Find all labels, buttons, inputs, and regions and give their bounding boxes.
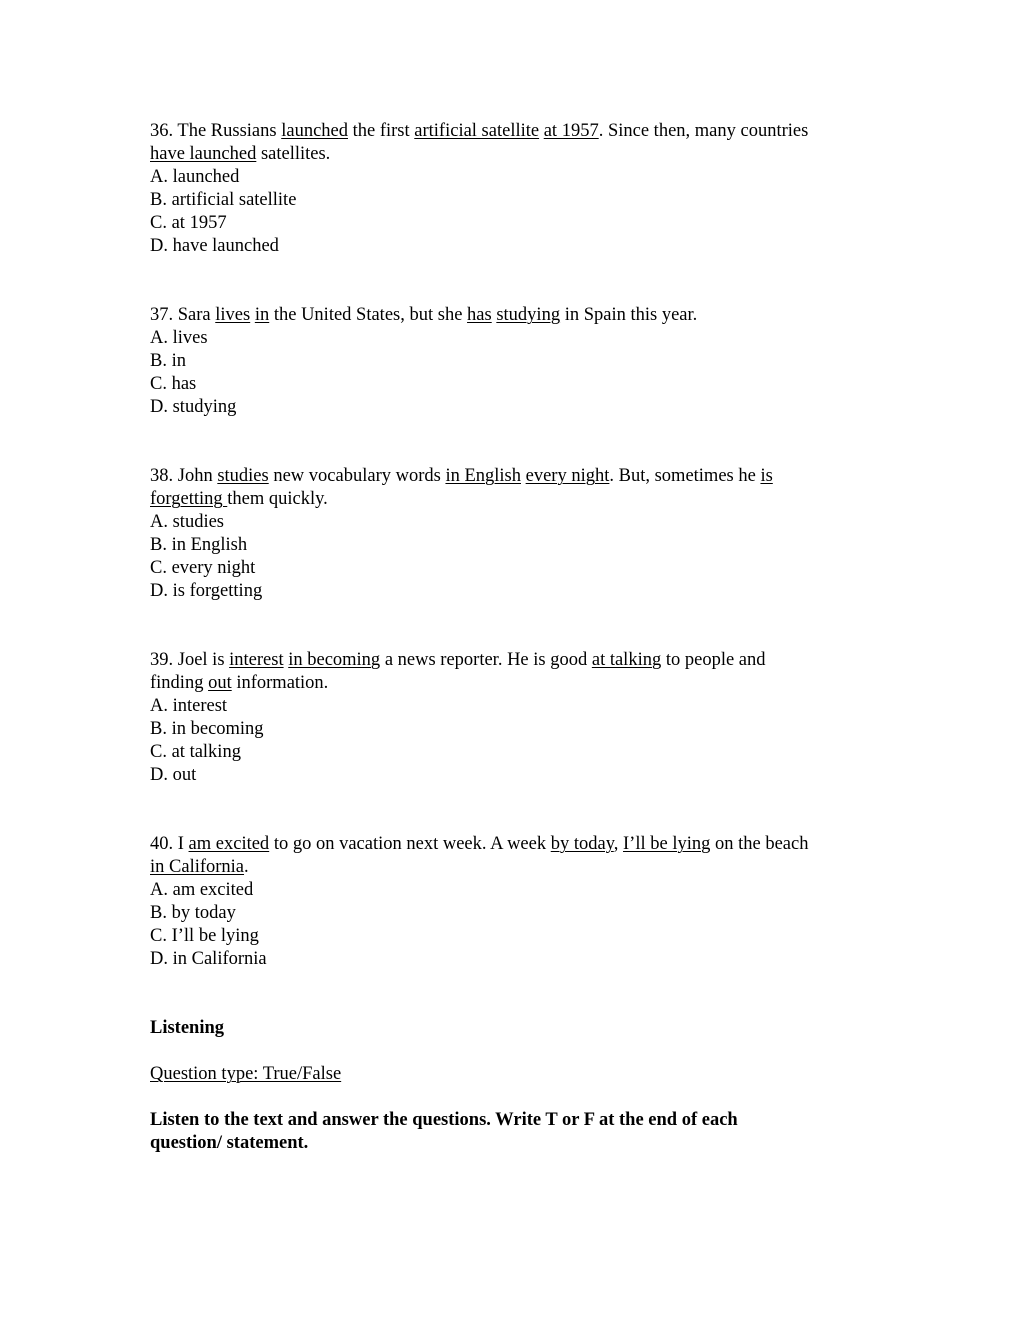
- text: to people and: [661, 650, 766, 670]
- text: them quickly.: [227, 489, 328, 509]
- question-37: [150, 304, 880, 419]
- spacer: [150, 258, 880, 304]
- option-a: A. interest: [150, 696, 228, 716]
- option-b: B. artificial satellite: [150, 190, 297, 210]
- question-39: [150, 649, 880, 787]
- underlined-text: at 1957: [543, 121, 599, 141]
- underlined-text: every night: [525, 466, 610, 486]
- underlined-text: in California: [150, 857, 245, 877]
- question-38-stem-line-1: [150, 465, 880, 488]
- text: the first: [348, 121, 415, 141]
- text: on the beach: [710, 834, 809, 854]
- text: a news reporter. He is good: [380, 650, 592, 670]
- question-40: [150, 833, 880, 971]
- underlined-text: out: [208, 673, 232, 693]
- text: information.: [231, 673, 329, 693]
- underlined-text: artificial satellite: [414, 121, 540, 141]
- text: 36. The Russians: [150, 121, 282, 141]
- option-c: C. I’ll be lying: [150, 926, 259, 946]
- underlined-text: in English: [445, 466, 521, 486]
- text: the United States, but she: [269, 305, 468, 325]
- option-c: C. at 1957: [150, 213, 227, 233]
- underlined-text: at talking: [591, 650, 662, 670]
- option-c: C. every night: [150, 558, 256, 578]
- underlined-text: forgetting: [150, 489, 228, 509]
- underlined-text: in: [254, 305, 270, 325]
- option-b: B. in: [150, 351, 186, 371]
- text: 38. John: [150, 466, 218, 486]
- question-36: [150, 120, 880, 258]
- spacer: [150, 971, 880, 1017]
- question-type-label: Question type: True/False: [150, 1064, 342, 1084]
- option-b: B. in English: [150, 535, 248, 555]
- listening-section: [150, 1017, 880, 1155]
- instruction-line-2: question/ statement.: [150, 1133, 309, 1153]
- option-b: B. by today: [150, 903, 236, 923]
- option-a: A. lives: [150, 328, 208, 348]
- text: 37. Sara: [150, 305, 216, 325]
- question-37-stem-line-1: [150, 304, 880, 327]
- question-38-stem-line-2: [150, 488, 880, 511]
- spacer: [150, 419, 880, 465]
- underlined-text: by today: [550, 834, 614, 854]
- spacer: [150, 1040, 880, 1063]
- underlined-text: lives: [215, 305, 251, 325]
- option-d: D. in California: [150, 949, 267, 969]
- question-36-stem-line-2: [150, 143, 880, 166]
- underlined-text: interest: [229, 650, 284, 670]
- option-a: A. launched: [150, 167, 240, 187]
- underlined-text: studies: [217, 466, 269, 486]
- text: new vocabulary words: [268, 466, 446, 486]
- option-c: C. at talking: [150, 742, 241, 762]
- text: .: [244, 857, 249, 877]
- option-d: D. have launched: [150, 236, 279, 256]
- text: . But, sometimes he: [609, 466, 761, 486]
- underlined-text: studying: [496, 305, 561, 325]
- option-c: C. has: [150, 374, 197, 394]
- spacer: [150, 1086, 880, 1109]
- spacer: [150, 603, 880, 649]
- underlined-text: have launched: [150, 144, 257, 164]
- text: to go on vacation next week. A week: [269, 834, 551, 854]
- option-d: D. out: [150, 765, 197, 785]
- instruction-line-1: Listen to the text and answer the questions. Write T or F at the end of each: [150, 1110, 738, 1130]
- question-38: [150, 465, 880, 603]
- option-b: B. in becoming: [150, 719, 264, 739]
- question-36-stem-line-1: [150, 120, 880, 143]
- question-39-stem-line-2: [150, 672, 880, 695]
- underlined-text: in becoming: [288, 650, 381, 670]
- option-a: A. am excited: [150, 880, 254, 900]
- text: finding: [150, 673, 209, 693]
- text: 39. Joel is: [150, 650, 230, 670]
- text: satellites.: [256, 144, 331, 164]
- underlined-text: launched: [281, 121, 348, 141]
- question-40-stem-line-2: [150, 856, 880, 879]
- option-d: D. is forgetting: [150, 581, 263, 601]
- text: . Since then, many countries: [598, 121, 809, 141]
- underlined-text: is: [760, 466, 773, 486]
- question-39-stem-line-1: [150, 649, 880, 672]
- underlined-text: am excited: [188, 834, 270, 854]
- spacer: [150, 787, 880, 833]
- listening-heading: Listening: [150, 1018, 225, 1038]
- option-a: A. studies: [150, 512, 224, 532]
- document-page: [150, 120, 880, 1155]
- text: ,: [613, 834, 624, 854]
- option-d: D. studying: [150, 397, 237, 417]
- question-40-stem-line-1: [150, 833, 880, 856]
- underlined-text: has: [467, 305, 492, 325]
- text: 40. I: [150, 834, 189, 854]
- underlined-text: I’ll be lying: [623, 834, 711, 854]
- text: in Spain this year.: [560, 305, 698, 325]
